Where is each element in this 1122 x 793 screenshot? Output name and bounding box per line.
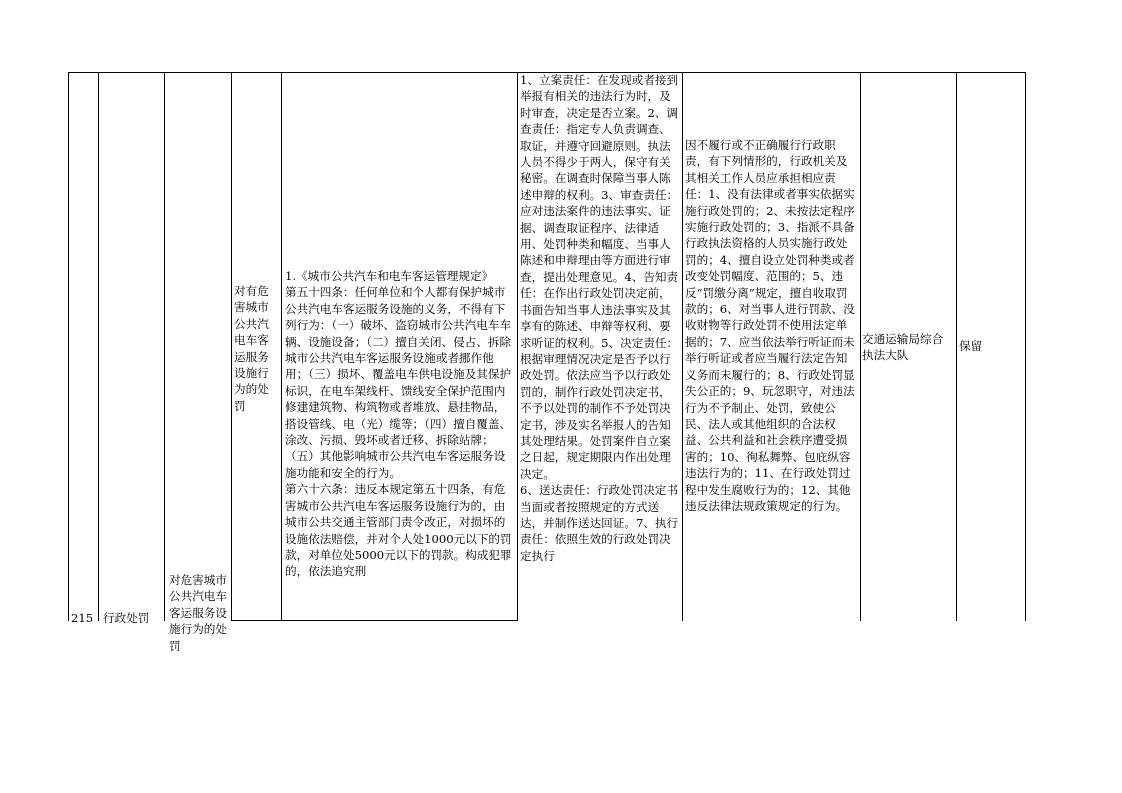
col-border xyxy=(517,72,518,621)
row-category: 行政处罚 xyxy=(103,611,150,625)
col-border xyxy=(68,72,69,621)
col-border xyxy=(231,72,232,621)
col-border xyxy=(956,72,957,621)
power-list-table xyxy=(68,72,1026,653)
col-border xyxy=(164,72,165,621)
table-bottom-border xyxy=(231,620,517,621)
col-border xyxy=(281,72,282,621)
accountability-circumstances: 因不履行或不正确履行行政职责，有下列情形的，行政机关及其相关工作人员应承担相应责任：1、没有法律或者事实依据实施行政处罚的；2、未按法定程序实施行政处罚的；3、指派不具备行政执法资格的人员实施行政处罚的；4、擅自设立处罚种类或者改变处罚幅度、范围的；5、违反“罚缴分离”规定，擅自收取罚款的；6、对当事人进行罚款、没收财物等行政处罚不使用法定单据的；7、应当依法举行听证而未举行听证或者应当履行法定告知义务而未履行的；8、行政处罚显失公正的；9、玩忽职守，对违法行为不予制止、处罚，致使公民、法人或其他组织的合法权益、公共利益和社会秩序遭受损害的；10、徇私舞弊、包庇纵容违法行为的；11、在行政处罚过程中发生腐败行为的；12、其他违反法律法规政策规定的行为。 xyxy=(685,138,855,513)
col-border xyxy=(860,72,861,621)
col-border xyxy=(682,72,683,621)
remark: 保留 xyxy=(959,339,983,353)
col-border xyxy=(1025,72,1026,621)
col-border xyxy=(98,72,99,621)
legal-basis: 1.《城市公共汽车和电车客运管理规定》 第五十四条：任何单位和个人都有保护城市公共汽电车客运服务设施的义务，不得有下列行为：（一）破坏、盗窃城市公共汽电车车辆、设施设备；（二）擅自关闭、侵占、拆除城市公共汽电车客运服务设施或者挪作他用；（三）损坏、覆盖电车供电设施及其保护标识，在电车架线杆、馈线安全保护范围内修建建筑物、构筑物或者堆放、悬挂物品，搭设管线、电（光）缆等；（四）擅自覆盖、涂改、污损、毁坏或者迁移、拆除站牌；（五）其他影响城市公共汽电车客运服务设施功能和安全的行为。 第六十六条：违反本规定第五十四条，有危害城市公共汽电车客运服务设施行为的，由城市公共交通主管部门责令改正，对损坏的设施依法赔偿，并对个人处1000元以下的罚款，对单位处5000元以下的罚款。构成犯罪的，依法追究刑 xyxy=(285,269,512,579)
row-seq-number: 215 xyxy=(71,611,94,625)
responsibility-items: 1、立案责任：在发现或者接到举报有相关的违法行为时，及时审查，决定是否立案。2、调查责任：指定专人负责调查、取证，并遵守回避原则。执法人员不得少于两人，保守有关秘密。在调查时保障当事人陈述申辩的权利。3、审查责任：应对违法案件的违法事实、证据、调查取证程序、法律适用、处罚种类和幅度、当事人陈述和申辩理由等方面进行审查，提出处理意见。4、告知责任：在作出行政处罚决定前，书面告知当事人违法事实及其享有的陈述、申辩等权利、要求听证的权利。5、决定责任：根据审理情况决定是否予以行政处罚。依法应当予以行政处罚的，制作行政处罚决定书，不予以处罚的制作不予处罚决定书，涉及实名举报人的告知其处理结果。处罚案件自立案之日起，规定期限内作出处理决定。 6、送达责任：行政处罚决定书当面或者按照规定的方式送达，并制作送达回证。7、执行责任：依照生效的行政处罚决定执行 xyxy=(520,73,679,563)
executing-body: 交通运输局综合执法大队 xyxy=(862,332,944,363)
item-name: 对危害城市公共汽电车客运服务设施行为的处罚 xyxy=(169,573,227,653)
sub-item-name: 对有危害城市公共汽电车客运服务设施行为的处罚 xyxy=(234,284,269,413)
